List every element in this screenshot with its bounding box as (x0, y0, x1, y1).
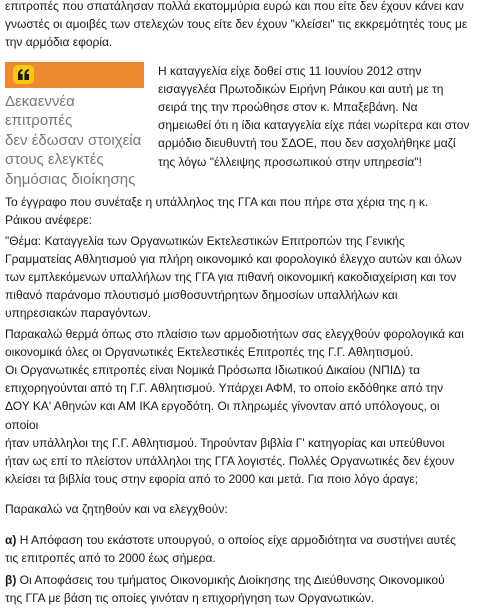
document-intro-paragraph: Το έγγραφο που συνέταξε η υπάλληλος της ΓΓΑ και που πήρε στα χέρια της η κ. Ράικου ανέφερε: (5, 195, 429, 228)
list-item-label: α) (5, 532, 17, 547)
list-item-b (5, 571, 473, 607)
article-body (5, 0, 473, 607)
list-item-text: Η Απόφαση του εκάστοτε υπουργού, ο οποίος είχε αρμοδιότητα να συστήνει αυτές τις επιτροπές από το 2000 έως σήμερα. (5, 532, 456, 565)
list-item-label: β) (5, 572, 17, 587)
subject-paragraph: "Θέμα: Καταγγελία των Οργανωτικών Εκτελεστικών Επιτροπών της Γενικής Γραμματείας Αθλητισμού για πλήρη οικονομικό και φορολογικό έλεγχο αυτών και όλων των εμπλεκόμενων υπαλλήλων της ΓΓΑ για πιθανή οικονομική κακοδιαχείριση και τον πιθανό παράνομο πλουτισμό μισθοσυντήρητων δημοσίων υπαλλήλων και υπηρεσιακών παραγόντων. (5, 233, 462, 321)
quote-mark-icon (13, 65, 34, 84)
pull-quote-bar (5, 62, 144, 88)
complaint-paragraph-wrap (158, 62, 473, 179)
list-item-text: Οι Αποφάσεις του τμήματος Οικονομικής Διοίκησης της Διεύθυνσης Οικονομικού της ΓΓΑ με βάση τις οποίες γινόταν η επιχορήγηση των Οργανωτικών. (5, 572, 445, 606)
ask-paragraph: Παρακαλώ να ζητηθούν και να ελεγχθούν: (5, 502, 228, 517)
complaint-paragraph: Η καταγγελία είχε δοθεί στις 11 Ιουνίου 2012 στην εισαγγελέα Πρωτοδικών Ειρήνη Ράικου και αυτή με τη σειρά της την προώθησε στον κ. Μπαξεβάνη. Να σημειωθεί ότι η ίδια καταγγελία είχε πάει νωρίτερα και στον αρμόδιο διευθυντή του ΣΔΟΕ, που δεν ασχολήθηκε μαζί της λόγω "έλλειψης προσωπικού στην υπηρεσία"! (158, 63, 470, 169)
request-paragraph: Παρακαλώ θερμά όπως στο πλαίσιο των αρμοδιοτήτων σας ελεγχθούν φορολογικά και οικονομικά όλες οι Οργανωτικές Εκτελεστικές Επιτροπές της Γ.Γ. Αθλητισμού. Οι Οργανωτικές επιτροπές είναι Νομικά Πρόσωπα Ιδιωτικού Δικαίου (ΝΠΙΔ) τα επιχορηγούνται από τη Γ.Γ. Αθλητισμού. Υπάρχει ΑΦΜ, το οποίο εκδόθηκε από την ΔΟΥ ΚΑ' Αθηνών και ΑΜ ΙΚΑ εργοδότη. Οι πληρωμές γίνονταν από υπόλογους, οι οποίοι ήταν υπάλληλοι της Γ.Γ. Αθλητισμού. Τηρούνταν βιβλία Γ' κατηγορίας και υπεύθυνοι ήταν ως επί το πλείστον υπάλληλοι της ΓΓΑ λογιστές. Πολλές Οργανωτικές δεν έχουν κλείσει τα βιβλία τους στην εφορία από το 2000 και μετά. Για ποιο λόγο άραγε; (5, 326, 464, 487)
pull-quote-text: Δεκαεννέα επιτροπές δεν έδωσαν στοιχεία στους ελεγκτές δημόσιας διοίκησης (5, 92, 142, 188)
list-item-a (5, 531, 473, 567)
pull-quote (5, 62, 144, 190)
pull-quote-row (5, 62, 473, 190)
intro-paragraph: επιτροπές που σπατάλησαν πολλά εκατομμύρια ευρώ και που είτε δεν έχουν κάνει καν γνωστές οι αμοιβές των στελεχών τους είτε δεν έχουν "κλείσει" τις εκκρεμότητές τους με την αρμόδια εφορία. (5, 0, 468, 50)
